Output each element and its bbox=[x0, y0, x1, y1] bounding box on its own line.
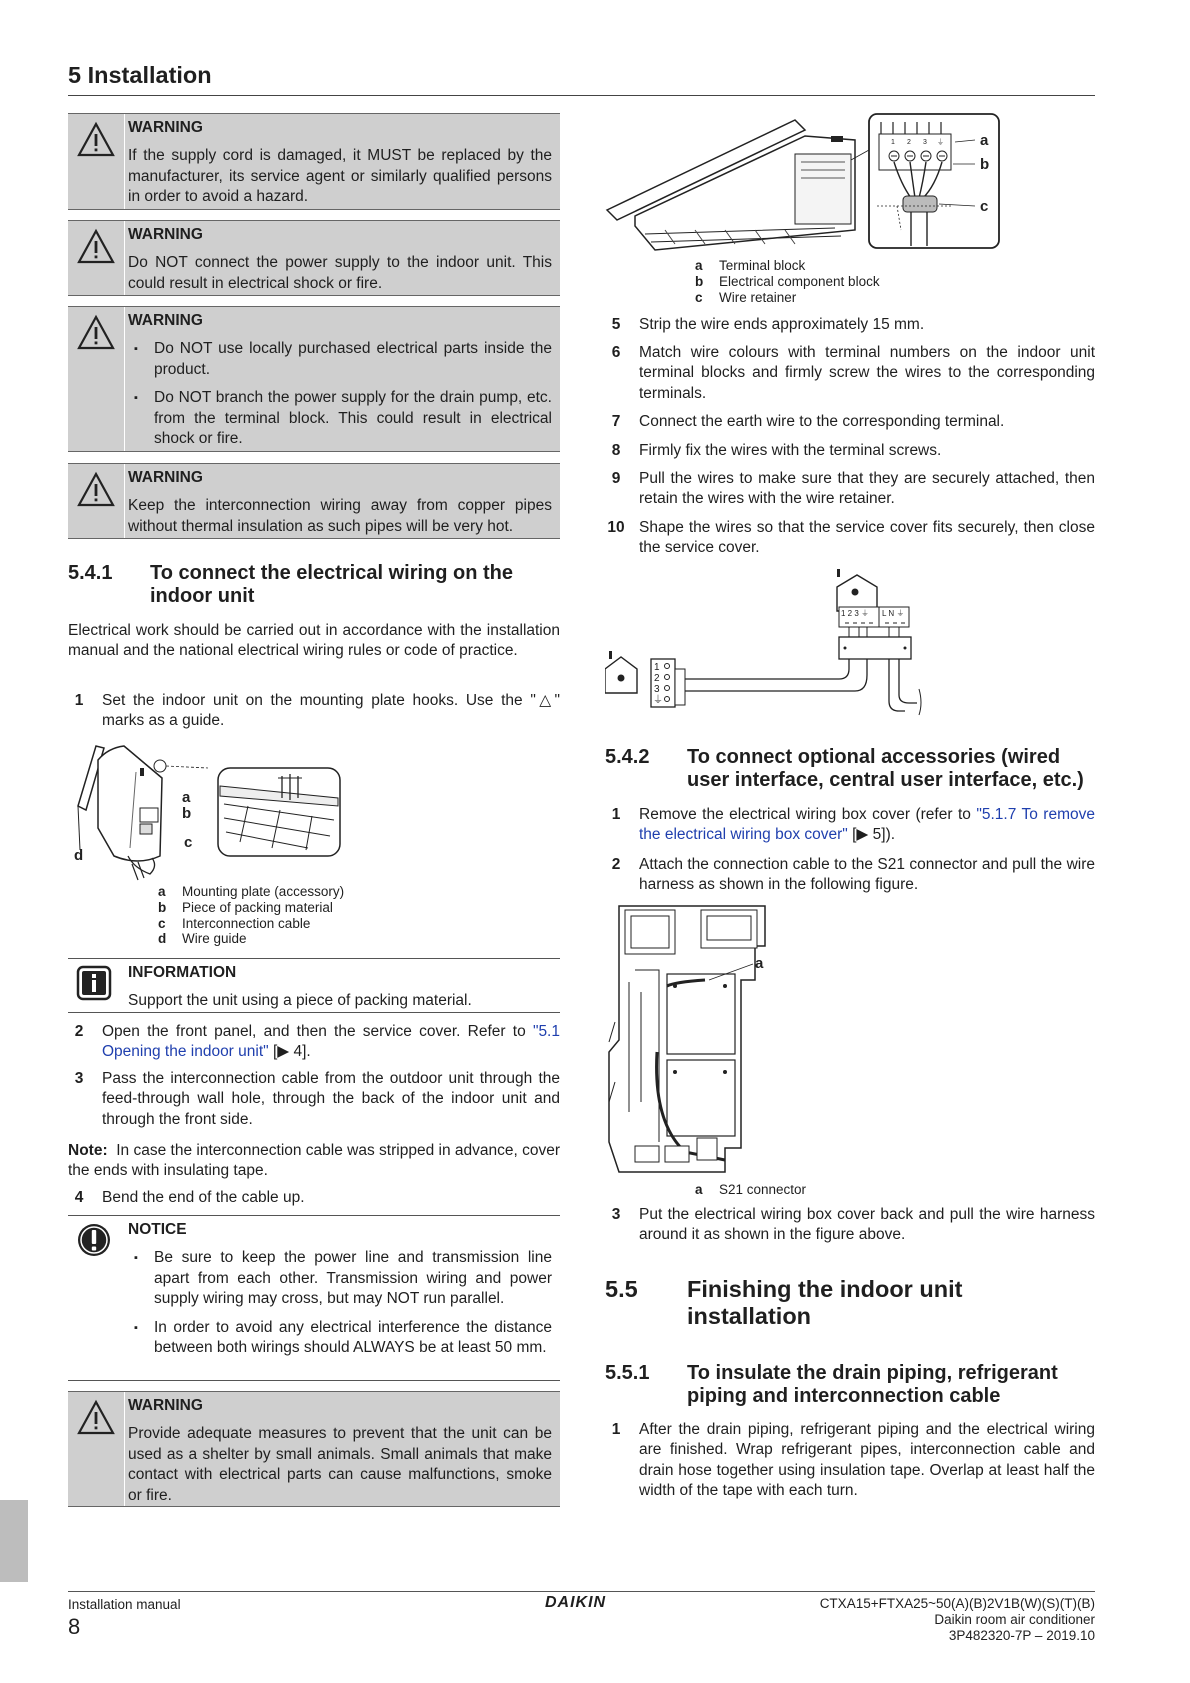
callout-c: c bbox=[980, 198, 989, 215]
step-number: 4 bbox=[74, 1189, 84, 1206]
warning-text: Keep the interconnection wiring away from copper pipes without thermal insulation as such pipes will be very hot. bbox=[128, 497, 552, 535]
warning-title: WARNING bbox=[128, 226, 203, 243]
step-4 bbox=[68, 1188, 560, 1208]
box-divider bbox=[124, 114, 125, 209]
step-5 bbox=[605, 315, 1095, 335]
indoor-terminal-label: 2 bbox=[654, 673, 660, 684]
section-heading-5-5 bbox=[605, 1276, 1095, 1332]
step-number: 3 bbox=[611, 1206, 621, 1223]
figure-1-legend bbox=[158, 884, 344, 947]
warning-triangle-icon bbox=[76, 120, 116, 160]
step-1 bbox=[68, 691, 560, 732]
warning-title: WARNING bbox=[128, 1397, 203, 1414]
outdoor-ln-label: L N ⏚ bbox=[882, 609, 905, 618]
step-number: 3 bbox=[74, 1070, 84, 1087]
step-number: 9 bbox=[611, 470, 621, 487]
figure-4-legend bbox=[695, 1182, 806, 1198]
warning-box-1 bbox=[68, 113, 560, 210]
notice-box bbox=[68, 1215, 560, 1381]
notice-list-item: ▪ In order to avoid any electrical interference the distance between both wirings should ALWAYS be at least 50 mm. bbox=[128, 1318, 552, 1359]
step-6 bbox=[605, 343, 1095, 404]
footer-product: Daikin room air conditioner bbox=[934, 1611, 1095, 1627]
step-9 bbox=[605, 469, 1095, 510]
indoor-terminal-label: ⏚ bbox=[653, 695, 663, 706]
terminal-label: 3 bbox=[923, 139, 927, 146]
legend-row: a Terminal block bbox=[695, 258, 806, 273]
notice-title: NOTICE bbox=[128, 1221, 187, 1238]
section-title: Finishing the indoor unit installation bbox=[687, 1276, 963, 1330]
section-number: 5.5 bbox=[605, 1276, 638, 1302]
footer-model-info bbox=[820, 1596, 1095, 1643]
step-number: 6 bbox=[611, 344, 621, 361]
footer-doc-id: 3P482320-7P – 2019.10 bbox=[948, 1627, 1095, 1643]
section-number: 5.4.2 bbox=[605, 746, 650, 768]
box-divider bbox=[124, 464, 125, 538]
wiring-diagram-figure bbox=[605, 565, 935, 725]
box-divider bbox=[124, 221, 125, 295]
warning-box-5 bbox=[68, 1391, 560, 1507]
warning-title: WARNING bbox=[128, 469, 203, 486]
warning-box-2 bbox=[68, 220, 560, 296]
warning-triangle-icon bbox=[76, 470, 116, 510]
section-title: To insulate the drain piping, refrigerant piping and interconnection cable bbox=[687, 1362, 1058, 1408]
step-7 bbox=[605, 412, 1095, 432]
step-3 bbox=[68, 1069, 560, 1130]
section-title: To connect optional accessories (wired user interface, central user interface, etc.) bbox=[687, 746, 1084, 792]
legend-row: c Wire retainer bbox=[695, 289, 797, 305]
step-number: 10 bbox=[607, 519, 625, 536]
legend-row: b Piece of packing material bbox=[158, 899, 333, 915]
step-542-3 bbox=[605, 1205, 1095, 1246]
step-text: Set the indoor unit on the mounting plate hooks. Use the "△" marks as a guide. bbox=[102, 692, 560, 730]
chapter-title: 5 Installation bbox=[68, 62, 212, 88]
step-number: 5 bbox=[611, 316, 621, 333]
callout-a: a bbox=[980, 132, 989, 149]
terminal-block-figure bbox=[605, 110, 1005, 255]
information-text: Support the unit using a piece of packing material. bbox=[128, 992, 472, 1010]
box-divider bbox=[124, 1392, 125, 1506]
step-text: Match wire colours with terminal numbers on the indoor unit terminal blocks and firmly screw the wires to the corresponding terminals. bbox=[639, 344, 1095, 402]
warning-text: Do NOT connect the power supply to the indoor unit. This could result in electrical shock or fire. bbox=[128, 254, 552, 292]
wiring-box-figure bbox=[605, 902, 775, 1180]
warning-list-item: ▪ Do NOT use locally purchased electrical parts inside the product. bbox=[128, 339, 552, 380]
step-text: Bend the end of the cable up. bbox=[102, 1189, 305, 1206]
left-column bbox=[68, 0, 560, 1540]
step-text: Shape the wires so that the service cover fits securely, then close the service cover. bbox=[639, 519, 1095, 557]
step-542-1: 1 Remove the electrical wiring box cover (refer to "5.1.7 To remove the electrical wiring box cover" [▶ 5]). bbox=[605, 805, 1095, 846]
step-10 bbox=[605, 518, 1095, 559]
section-number: 5.5.1 bbox=[605, 1362, 650, 1384]
step-text: Pass the interconnection cable from the outdoor unit through the feed-through wall hole, through the back of the indoor unit and through the front side. bbox=[102, 1070, 560, 1128]
step-text: Attach the connection cable to the S21 connector and pull the wire harness as shown in the following figure. bbox=[639, 856, 1095, 894]
step-number: 7 bbox=[611, 413, 621, 430]
section-number: 5.4.1 bbox=[68, 562, 113, 584]
warning-list-item: ▪ Do NOT branch the power supply for the drain pump, etc. from the terminal block. This could result in electrical shock or fire. bbox=[128, 388, 552, 449]
step-text: Pull the wires to make sure that they are securely attached, then retain the wires with the wire retainer. bbox=[639, 470, 1095, 508]
step-number: 8 bbox=[611, 442, 621, 459]
callout-b: b bbox=[980, 156, 990, 173]
chapter-side-tab bbox=[0, 1500, 28, 1582]
callout-d: d bbox=[74, 847, 84, 864]
footer-doc-type: Installation manual bbox=[68, 1597, 181, 1612]
indoor-terminal-label: 3 bbox=[654, 684, 660, 695]
warning-triangle-icon bbox=[76, 313, 116, 353]
legend-row: a S21 connector bbox=[695, 1182, 807, 1197]
step-text: Strip the wire ends approximately 15 mm. bbox=[639, 316, 925, 333]
step-text: Firmly fix the wires with the terminal screws. bbox=[639, 442, 942, 459]
terminal-label: 1 bbox=[891, 139, 895, 146]
notice-list bbox=[128, 1248, 552, 1358]
footer-page-number: 8 bbox=[68, 1614, 81, 1639]
notice-exclamation-icon bbox=[76, 1222, 112, 1258]
step-2: 2 Open the front panel, and then the service cover. Refer to "5.1 Opening the indoor unit" [▶ 4]. bbox=[68, 1022, 560, 1063]
step-text: Connect the earth wire to the corresponding terminal. bbox=[639, 413, 1005, 430]
callout-c: c bbox=[184, 834, 193, 851]
right-column bbox=[605, 0, 1095, 1540]
footer-model: CTXA15+FTXA25~50(A)(B)2V1B(W)(S)(T)(B) bbox=[819, 1596, 1095, 1611]
note-paragraph: Note: In case the interconnection cable was stripped in advance, cover the ends with insulating tape. bbox=[68, 1142, 560, 1180]
notice-list-item: ▪ Be sure to keep the power line and transmission line apart from each other. Transmission wiring and power supply wiring may cross, but may NOT run parallel. bbox=[128, 1248, 552, 1309]
intro-paragraph: Electrical work should be carried out in accordance with the installation manual and the national electrical wiring rules or code of practice. bbox=[68, 622, 560, 660]
step-number: 1 bbox=[611, 806, 621, 823]
step-text: Put the electrical wiring box cover back and pull the wire harness around it as shown in the figure above. bbox=[639, 1206, 1095, 1244]
information-icon bbox=[76, 965, 112, 1001]
step-number: 1 bbox=[74, 692, 84, 709]
warning-triangle-icon bbox=[76, 227, 116, 267]
daikin-logo: DAIKIN bbox=[545, 1594, 607, 1611]
warning-box-3 bbox=[68, 306, 560, 452]
step-text: After the drain piping, refrigerant piping and the electrical wiring are finished. Wrap refrigerant pipes, interconnection cable and drain hose together using insulation tape. Overlap at least half the width of the tape with each turn. bbox=[639, 1421, 1095, 1500]
note-label: Note: bbox=[68, 1142, 108, 1159]
step-551-1 bbox=[605, 1420, 1095, 1502]
mounting-plate-figure bbox=[68, 738, 348, 888]
terminal-label: ⏚ bbox=[937, 139, 944, 146]
information-title: INFORMATION bbox=[128, 964, 237, 981]
callout-a: a bbox=[755, 955, 764, 972]
section-heading-5-5-1 bbox=[605, 1362, 1095, 1412]
remove-wiring-box-cover-link[interactable]: "5.1.7 To remove the electrical wiring box cover" bbox=[639, 806, 1095, 844]
warning-text: If the supply cord is damaged, it MUST be replaced by the manufacturer, its service agent or similarly qualified persons in order to avoid a hazard. bbox=[128, 147, 552, 206]
terminal-label: 2 bbox=[907, 139, 911, 146]
step-number: 2 bbox=[74, 1023, 84, 1040]
step-8 bbox=[605, 441, 1095, 461]
legend-row: c Interconnection cable bbox=[158, 915, 311, 931]
step-number: 2 bbox=[611, 856, 621, 873]
figure-2-legend bbox=[695, 258, 880, 305]
step-542-2 bbox=[605, 855, 1095, 896]
warning-title: WARNING bbox=[128, 119, 203, 136]
legend-row: d Wire guide bbox=[158, 931, 247, 947]
information-box bbox=[68, 958, 560, 1013]
box-divider bbox=[124, 307, 125, 451]
section-heading-5-4-2 bbox=[605, 746, 1095, 796]
opening-indoor-unit-link[interactable]: "5.1 Opening the indoor unit" bbox=[102, 1023, 560, 1061]
callout-b: b bbox=[182, 805, 192, 822]
warning-title: WARNING bbox=[128, 312, 203, 329]
warning-text: Provide adequate measures to prevent that the unit can be used as a shelter by small animals. Small animals that make contact with electrical parts can cause malfunctions, smoke or fire. bbox=[128, 1425, 552, 1504]
legend-row: a Mounting plate (accessory) bbox=[158, 884, 345, 899]
step-number: 1 bbox=[611, 1421, 621, 1438]
warning-triangle-icon bbox=[76, 1398, 116, 1438]
warning-list bbox=[128, 339, 552, 449]
outdoor-terminal-label: 1 2 3 ⏚ bbox=[841, 609, 870, 618]
section-title: To connect the electrical wiring on the indoor unit bbox=[150, 562, 514, 608]
indoor-terminal-label: 1 bbox=[654, 662, 660, 673]
warning-box-4 bbox=[68, 463, 560, 539]
section-heading-5-4-1 bbox=[68, 562, 560, 612]
legend-row: b Electrical component block bbox=[695, 273, 880, 289]
callout-a: a bbox=[182, 789, 191, 806]
